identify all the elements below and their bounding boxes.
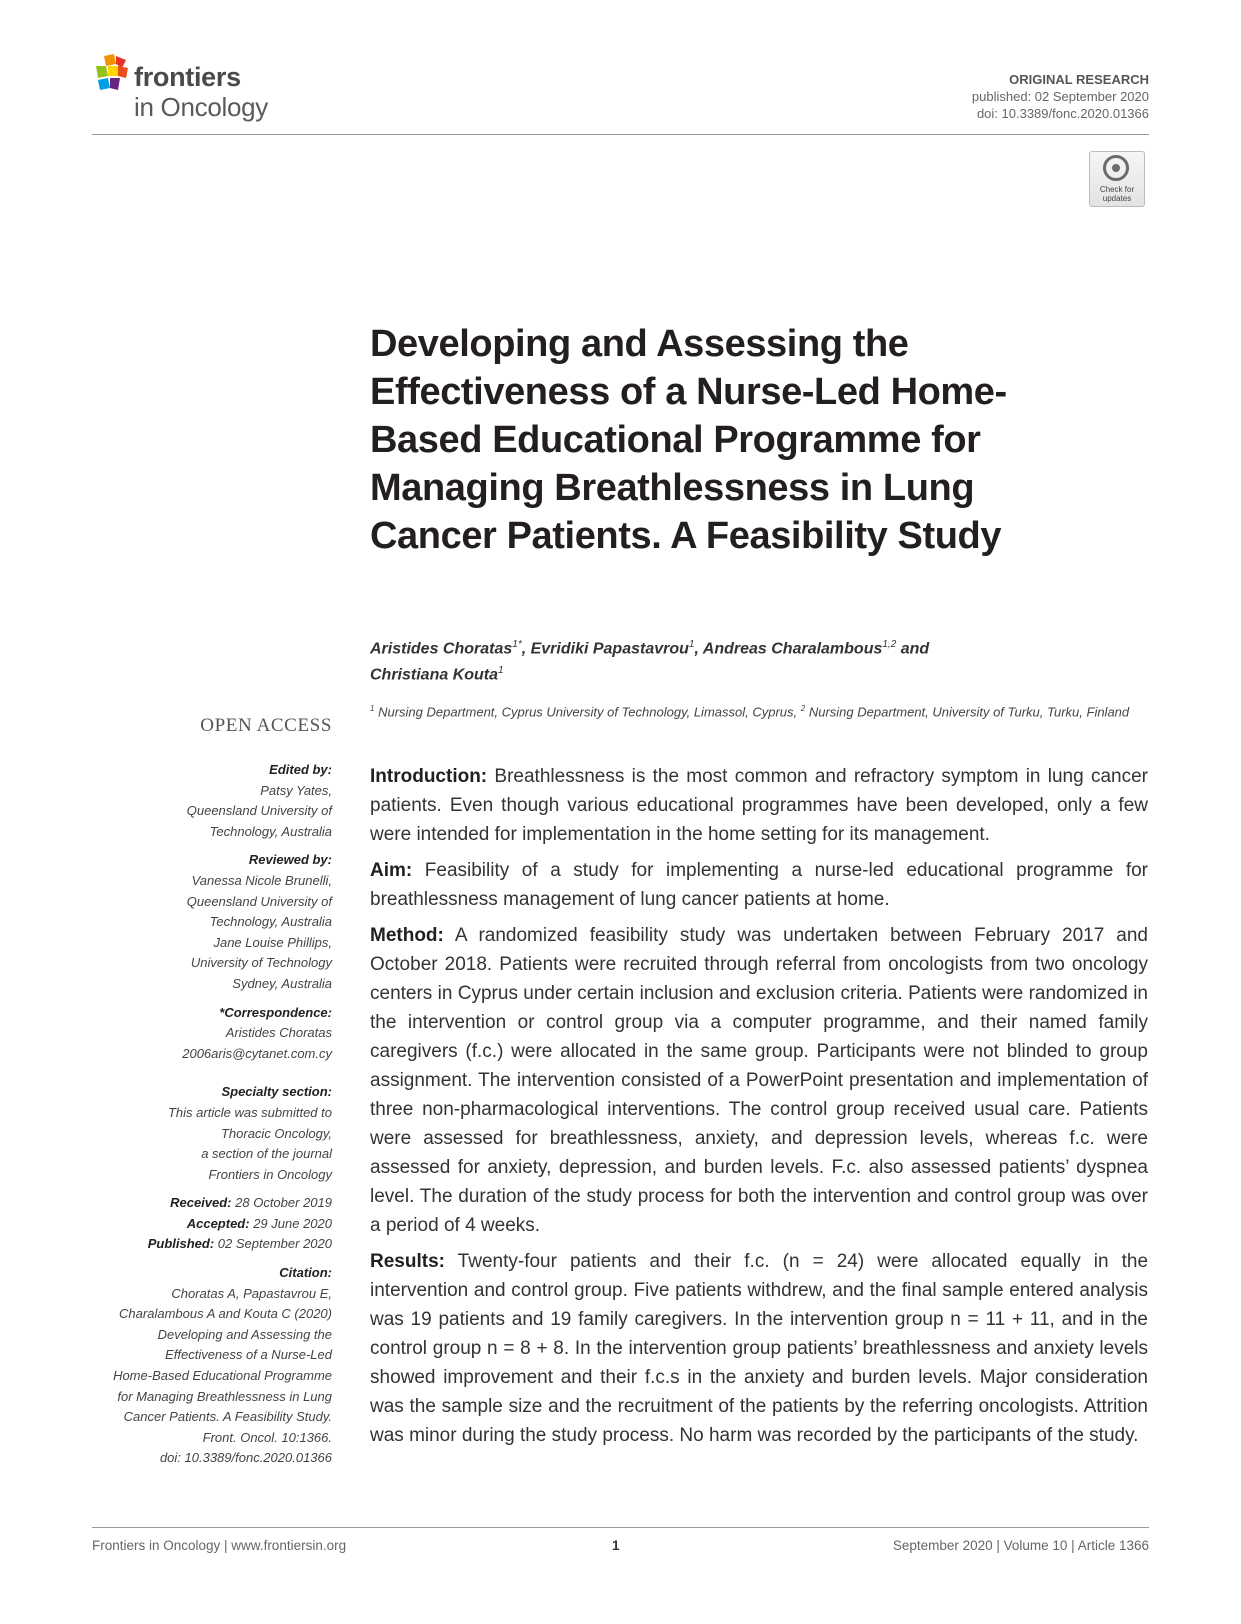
reviewed-by-heading: Reviewed by: bbox=[248, 852, 332, 868]
check-updates-icon bbox=[1103, 155, 1129, 181]
specialty-line: Thoracic Oncology, bbox=[220, 1125, 332, 1141]
citation-line: for Managing Breathlessness in Lung bbox=[117, 1388, 332, 1404]
editor-line: Technology, Australia bbox=[209, 823, 332, 839]
frontiers-logo-icon bbox=[94, 54, 130, 94]
author-separator: , bbox=[521, 640, 531, 658]
received-date: Received: 28 October 2019 bbox=[170, 1195, 332, 1211]
abstract-results bbox=[370, 1247, 1148, 1450]
reviewer-line: University of Technology bbox=[190, 955, 332, 971]
article-type: ORIGINAL RESEARCH bbox=[1009, 72, 1149, 87]
footer-issue-info: September 2020 | Volume 10 | Article 1366 bbox=[892, 1538, 1149, 1553]
article-title: Developing and Assessing the Effectiveness of a Nurse-Led Home-Based Educational Programme for Managing Breathlessness in Lung Cancer Patients. A Feasibility Study bbox=[370, 323, 1007, 557]
correspondence-section bbox=[92, 1003, 332, 1065]
citation-heading: Citation: bbox=[279, 1265, 332, 1281]
author-affiliation-mark: 1* bbox=[512, 639, 522, 650]
doi-link[interactable]: doi: 10.3389/fonc.2020.01366 bbox=[976, 106, 1149, 121]
specialty-section bbox=[92, 1082, 332, 1185]
reviewer-line: Queensland University of bbox=[186, 893, 332, 909]
citation-line: Front. Oncol. 10:1366. bbox=[202, 1429, 332, 1445]
open-access-label: OPEN ACCESS bbox=[200, 715, 332, 736]
accepted-date: Accepted: 29 June 2020 bbox=[186, 1215, 332, 1231]
author-affiliation-mark: 1 bbox=[498, 665, 504, 677]
reviewer-line: Sydney, Australia bbox=[232, 975, 332, 991]
affiliation-mark: 2 bbox=[800, 704, 806, 713]
article-meta bbox=[972, 71, 1149, 122]
citation-line: Developing and Assessing the bbox=[157, 1326, 332, 1342]
author-name[interactable]: Christiana Kouta bbox=[370, 666, 499, 684]
check-updates-label-1: Check for bbox=[1099, 185, 1135, 194]
author-affiliation-mark: 1 bbox=[688, 639, 695, 650]
journal-name-line2: in Oncology bbox=[134, 92, 268, 122]
affiliation-text: Nursing Department, University of Turku, Turku, Finland bbox=[808, 704, 1130, 720]
specialty-line: Frontiers in Oncology bbox=[208, 1166, 332, 1182]
citation-section bbox=[92, 1263, 332, 1469]
author-list bbox=[370, 634, 1150, 687]
author-separator: and bbox=[896, 640, 930, 658]
citation-doi[interactable]: doi: 10.3389/fonc.2020.01366 bbox=[159, 1450, 332, 1466]
journal-logo bbox=[94, 54, 294, 124]
results-heading: Results: bbox=[370, 1251, 445, 1272]
reviewer-line: Technology, Australia bbox=[209, 914, 332, 930]
citation-line: Cancer Patients. A Feasibility Study. bbox=[123, 1409, 332, 1425]
reviewer-line: Vanessa Nicole Brunelli, bbox=[191, 872, 332, 888]
affiliation-text: Nursing Department, Cyprus University of Technology, Limassol, Cyprus, bbox=[378, 704, 798, 720]
footer-divider bbox=[92, 1527, 1149, 1528]
author-name[interactable]: Aristides Choratas bbox=[370, 640, 513, 658]
results-text: Twenty-four patients and their f.c. (n = 24) were allocated equally in the intervention and control group. Five patients withdrew, and the final sample entered analysis was 19 patients and 19 family caregivers. In the intervention group n = 11 + 11, and in the control group n = 8 + 8. In the intervention group patients’ breathlessness and anxiety levels showed improvement and their f.c.s in the anxiety and burden levels. Major consideration was the sample size and the recruitment of the patients by the referring oncologists. Attrition was minor during the study process. No harm was recorded by the participants of the study. bbox=[370, 1251, 1149, 1446]
specialty-line: This article was submitted to bbox=[167, 1104, 332, 1120]
author-name[interactable]: Andreas Charalambous bbox=[702, 640, 883, 658]
correspondence-heading: *Correspondence: bbox=[219, 1004, 332, 1020]
published-date: published: 02 September 2020 bbox=[971, 89, 1149, 104]
page-number: 1 bbox=[612, 1538, 620, 1553]
reviewed-by-section bbox=[92, 850, 332, 994]
method-heading: Method: bbox=[370, 925, 444, 946]
footer-journal-link[interactable]: Frontiers in Oncology | www.frontiersin.org bbox=[92, 1538, 347, 1553]
affiliation-mark: 1 bbox=[370, 704, 375, 713]
check-for-updates-button[interactable] bbox=[1089, 151, 1145, 207]
citation-line: Choratas A, Papastavrou E, bbox=[171, 1285, 332, 1301]
abstract-method bbox=[370, 921, 1148, 1240]
article-sidebar bbox=[92, 760, 332, 1477]
check-updates-label-2: updates bbox=[1102, 194, 1132, 203]
citation-line: Charalambous A and Kouta C (2020) bbox=[119, 1306, 332, 1322]
introduction-heading: Introduction: bbox=[370, 766, 488, 787]
aim-heading: Aim: bbox=[370, 860, 413, 881]
abstract bbox=[370, 762, 1148, 1457]
abstract-aim bbox=[370, 856, 1148, 914]
editor-line: Queensland University of bbox=[186, 803, 332, 819]
citation-line: Effectiveness of a Nurse-Led bbox=[165, 1347, 332, 1363]
abstract-introduction bbox=[370, 762, 1148, 849]
specialty-line: a section of the journal bbox=[201, 1146, 332, 1162]
dates-section bbox=[92, 1193, 332, 1255]
introduction-text: Breathlessness is the most common and refractory symptom in lung cancer patients. Even though various educational programmes have been developed, only a few were intended for implementation in the home setting for its management. bbox=[370, 766, 1148, 845]
edited-by-heading: Edited by: bbox=[269, 762, 332, 777]
aim-text: Feasibility of a study for implementing a nurse-led educational programme for breathlessness management of lung cancer patients at home. bbox=[370, 860, 1148, 910]
correspondence-email[interactable]: 2006aris@cytanet.com.cy bbox=[182, 1045, 332, 1061]
specialty-heading: Specialty section: bbox=[221, 1084, 332, 1100]
header-divider bbox=[92, 134, 1149, 135]
author-affiliation-mark: 1,2 bbox=[882, 639, 897, 650]
method-text: A randomized feasibility study was undertaken between February 2017 and October 2018. Patients were recruited through referral from oncologists from two oncology centers in Cyprus under certain inclusion and exclusion criteria. Patients were randomized in the intervention or control group via a computer programme, and their named family caregivers (f.c.) were allocated in the same group. Participants were not blinded to group assignment. The intervention consisted of a PowerPoint presentation and implementation of three non-pharmacological interventions. The control group received usual care. Patients were assessed for breathlessness, anxiety, and depression levels, whereas f.c. were assessed for anxiety, depression, and burden levels. F.c. also assessed patients’ dyspnea level. The duration of the study process for both the intervention and control group was over a period of 4 weeks. bbox=[370, 925, 1148, 1236]
edited-by-section bbox=[92, 760, 332, 842]
correspondence-name: Aristides Choratas bbox=[225, 1025, 332, 1041]
citation-line: Home-Based Educational Programme bbox=[113, 1368, 332, 1384]
published-date-sidebar: Published: 02 September 2020 bbox=[147, 1236, 332, 1252]
journal-name-line1: frontiers bbox=[134, 62, 241, 92]
author-name[interactable]: Evridiki Papastavrou bbox=[530, 640, 689, 658]
editor-line: Patsy Yates, bbox=[260, 782, 332, 798]
author-separator: , bbox=[694, 640, 703, 658]
reviewer-line: Jane Louise Phillips, bbox=[213, 934, 332, 950]
affiliations bbox=[370, 698, 1150, 722]
